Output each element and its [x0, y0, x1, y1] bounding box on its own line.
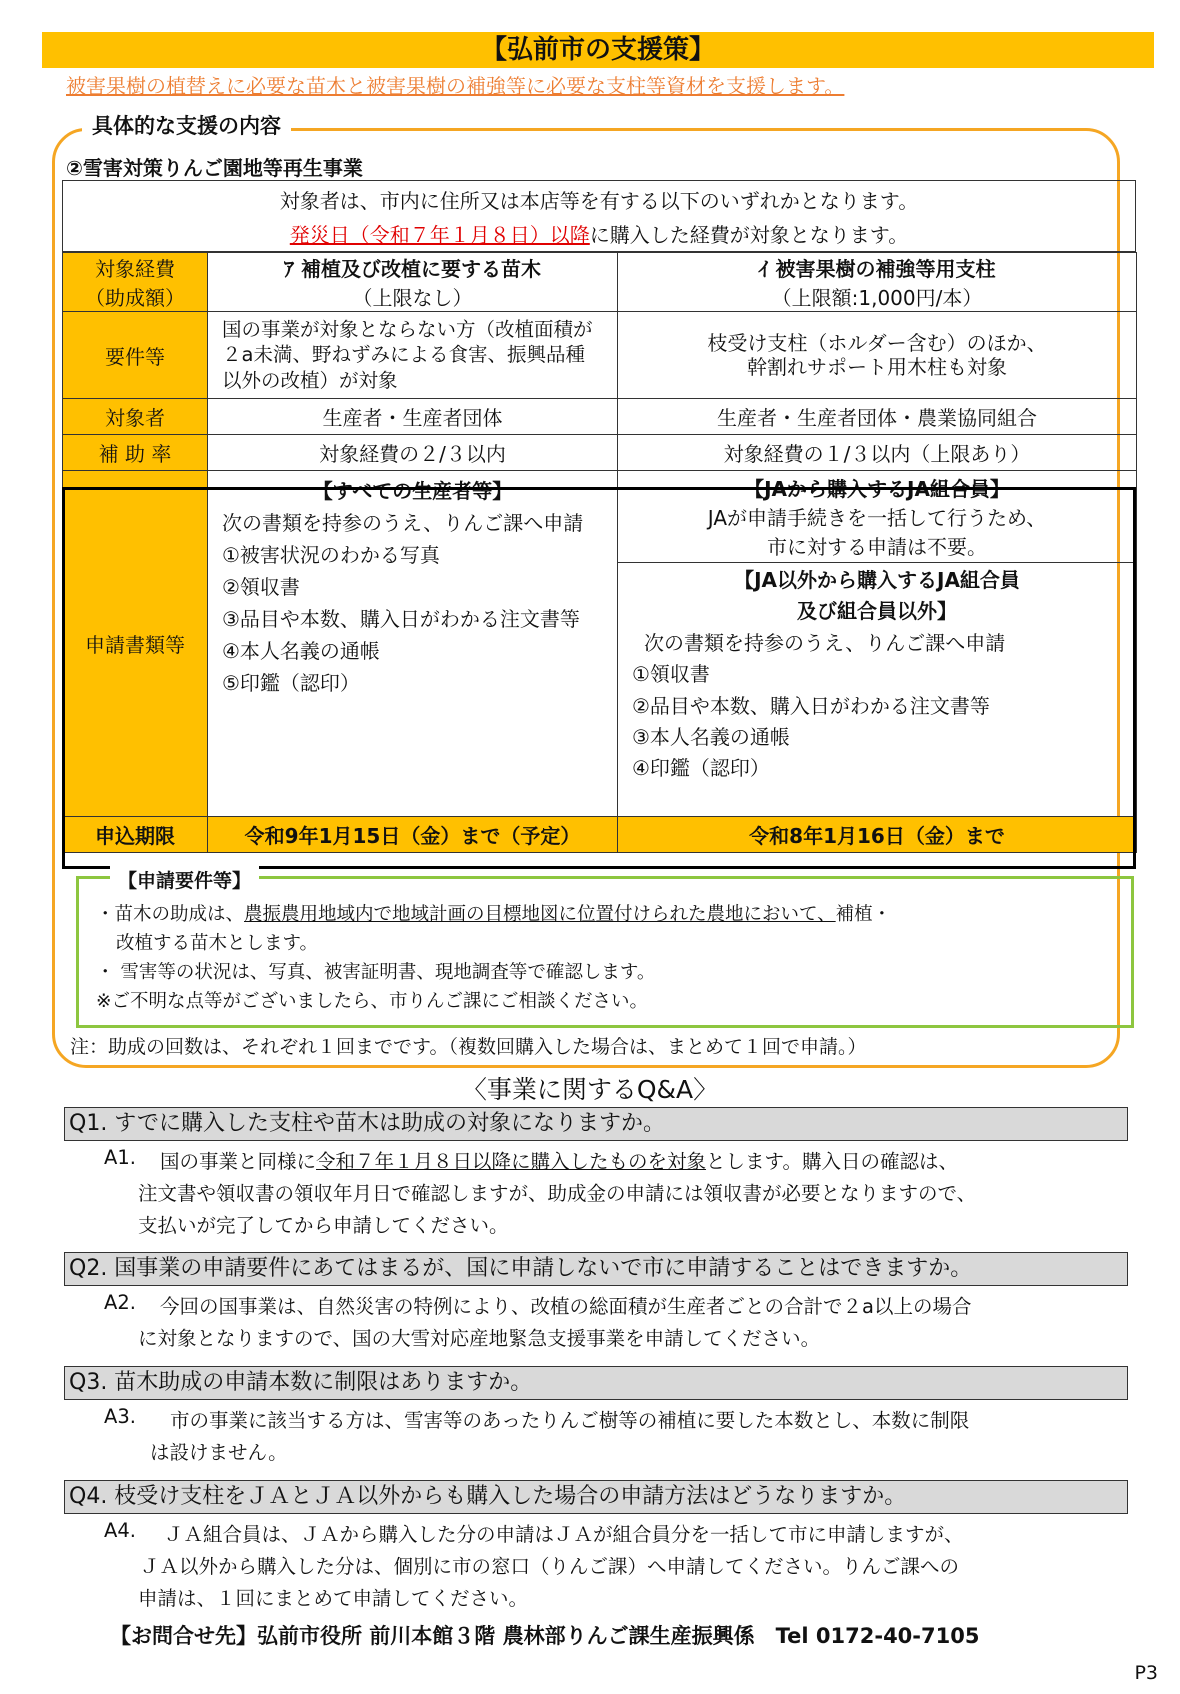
docs-a-item: ⑤印鑑（認印） — [222, 671, 360, 695]
cell-expense-a — [208, 253, 618, 312]
requirements-line-4: ※ご不明な点等がございましたら、市りんご課にご相談ください。 — [96, 991, 649, 1012]
label-requirements: 要件等 — [63, 312, 208, 399]
requirements-line-1-underlined: 農振農用地域内で地域計画の目標地図に位置付けられた農地において、 — [244, 904, 836, 925]
requirements-a-line: ２a未満、野ねずみによる食害、振興品種 — [222, 343, 585, 367]
intro-date-highlight: 発災日（令和７年１月８日）以降 — [289, 223, 590, 247]
requirements-line-1-pre: ・苗木の助成は、 — [96, 904, 245, 925]
docs-b2-item: ①領収書 — [632, 662, 710, 687]
table-row-docs — [63, 471, 1137, 817]
docs-b1-heading: 【JAから購入するJA組合員】 — [744, 477, 1010, 501]
section-label: 具体的な支援の内容 — [82, 110, 291, 140]
intro-box — [62, 180, 1136, 252]
intro-line-2 — [63, 219, 1135, 248]
answer-2-line-2: に対象となりますので、国の大雪対応産地緊急支援事業を申請してください。 — [138, 1327, 821, 1350]
cell-rate-b: 対象経費の１/３以内（上限あり） — [618, 435, 1137, 471]
requirements-box-label: 【申請要件等】 — [110, 866, 259, 893]
expense-a-title: ｱ 補植及び改植に要する苗木 — [284, 257, 541, 281]
cell-rate-a: 対象経費の２/３以内 — [208, 435, 618, 471]
page-subtitle: 被害果樹の植替えに必要な苗木と被害果樹の補強等に必要な支柱等資材を支援します。 — [66, 74, 845, 98]
docs-a-heading: 【すべての生産者等】 — [312, 479, 513, 503]
expense-b-limit: （上限額:1,000円/本） — [771, 286, 983, 310]
cell-deadline-b: 令和8年1月16日（金）まで — [618, 817, 1137, 853]
docs-a-item: ③品目や本数、購入日がわかる注文書等 — [222, 607, 580, 631]
cell-requirements-b — [618, 312, 1137, 399]
answer-1-line-2: 注文書や領収書の領収年月日で確認しますが、助成金の申請には領収書が必要となりますので、 — [138, 1182, 977, 1205]
answer-3-line-1: 市の事業に該当する方は、雪害等のあったりんご樹等の補植に要した本数とし、本数に制限 — [170, 1409, 970, 1432]
docs-b2-item: ③本人名義の通帳 — [632, 724, 790, 749]
page-title: 【弘前市の支援策】 — [42, 32, 1154, 68]
answer-2-label: A2. — [104, 1291, 136, 1314]
cell-deadline-a: 令和9年1月15日（金）まで（予定） — [208, 817, 618, 853]
qa-title: 〈事業に関するQ&A〉 — [461, 1075, 719, 1104]
table-row-target — [63, 399, 1137, 435]
program-name: ②雪害対策りんご園地等再生事業 — [66, 156, 363, 180]
docs-b2-intro: 次の書類を持参のうえ、りんご課へ申請 — [644, 630, 1006, 655]
docs-a-item: ②領収書 — [222, 575, 300, 599]
requirements-b-line: 幹割れサポート用木柱も対象 — [747, 355, 1007, 379]
table-row-requirements — [63, 312, 1137, 399]
answer-1-line-3: 支払いが完了してから申請してください。 — [138, 1214, 509, 1237]
docs-b2-item: ②品目や本数、購入日がわかる注文書等 — [632, 693, 990, 718]
label-target: 対象者 — [63, 399, 208, 435]
docs-a-item: ①被害状況のわかる写真 — [222, 543, 440, 567]
question-1: Q1. すでに購入した支柱や苗木は助成の対象になりますか。 — [64, 1107, 1128, 1141]
label-deadline: 申込期限 — [63, 817, 208, 853]
label-rate: 補 助 率 — [63, 435, 208, 471]
docs-b1-line: 市に対する申請は不要。 — [767, 535, 987, 559]
requirements-line-3: ・ 雪害等の状況は、写真、被害証明書、現地調査等で確認します。 — [96, 962, 656, 983]
answer-4-line-1: ＪＡ組合員は、ＪＡから購入した分の申請はＪＡが組合員分を一括して市に申請しますが、 — [164, 1523, 964, 1546]
cell-docs-b — [618, 471, 1137, 817]
answer-1-label: A1. — [104, 1146, 136, 1169]
docs-b2-heading: 【JA以外から購入するJA組合員 — [734, 568, 1020, 592]
docs-a-intro: 次の書類を持参のうえ、りんご課へ申請 — [222, 511, 584, 535]
intro-line-2-rest: に購入した経費が対象となります。 — [589, 223, 909, 247]
answer-1-pre: 国の事業と同様に — [160, 1150, 317, 1173]
question-2: Q2. 国事業の申請要件にあてはまるが、国に申請しないで市に申請することはできますか。 — [64, 1252, 1128, 1286]
table-row-deadline — [63, 817, 1137, 853]
answer-3-label: A3. — [104, 1405, 136, 1428]
requirements-line-2: 改植する苗木とします。 — [116, 933, 319, 954]
answer-1-post: とします。購入日の確認は、 — [706, 1150, 958, 1173]
expense-a-limit: （上限なし） — [352, 286, 473, 310]
docs-b1-line: JAが申請手続きを一括して行うため、 — [707, 506, 1047, 530]
answer-4-line-2: ＪＡ以外から購入した分は、個別に市の窓口（りんご課）へ申請してください。りんご課への — [140, 1555, 960, 1578]
requirements-a-line: 以外の改植）が対象 — [222, 368, 398, 392]
cell-target-b: 生産者・生産者団体・農業協同組合 — [618, 399, 1137, 435]
label-expense-2: （助成額） — [85, 286, 185, 310]
table-row-expense — [63, 253, 1137, 312]
requirements-line-1 — [96, 900, 891, 926]
answer-3-line-2: は設けません。 — [150, 1441, 288, 1464]
cell-requirements-a — [208, 312, 618, 399]
answer-4-line-3: 申請は、１回にまとめて申請してください。 — [138, 1587, 529, 1610]
docs-b-ja-section — [618, 471, 1136, 563]
requirements-b-line: 枝受け支柱（ホルダー含む）のほか、 — [707, 331, 1047, 355]
intro-line-1: 対象者は、市内に住所又は本店等を有する以下のいずれかとなります。 — [279, 189, 919, 213]
answer-4-label: A4. — [104, 1519, 136, 1542]
label-expense — [63, 253, 208, 312]
cell-docs-a — [208, 471, 618, 817]
cell-target-a: 生産者・生産者団体 — [208, 399, 618, 435]
cell-expense-b — [618, 253, 1137, 312]
docs-b2-heading: 及び組合員以外】 — [797, 599, 957, 624]
frequency-note: 注：助成の回数は、それぞれ１回までです。（複数回購入した場合は、まとめて１回で申請。） — [70, 1036, 867, 1058]
question-4: Q4. 枝受け支柱をＪＡとＪＡ以外からも購入した場合の申請方法はどうなりますか。 — [64, 1480, 1128, 1514]
label-expense-1: 対象経費 — [95, 257, 175, 281]
question-3: Q3. 苗木助成の申請本数に制限はありますか。 — [64, 1366, 1128, 1400]
requirements-line-1-post: 補植・ — [835, 904, 892, 925]
label-docs: 申請書類等 — [63, 471, 208, 817]
requirements-a-line: 国の事業が対象とならない方（改植面積が — [222, 317, 593, 341]
docs-a-item: ④本人名義の通帳 — [222, 639, 380, 663]
docs-b2-item: ④印鑑（認印） — [632, 756, 770, 781]
expense-b-title: ｲ 被害果樹の補強等用支柱 — [758, 257, 996, 281]
answer-2-line-1: 今回の国事業は、自然災害の特例により、改植の総面積が生産者ごとの合計で２a以上の場合 — [160, 1295, 972, 1318]
support-table — [62, 252, 1137, 853]
answer-1-underlined: 令和７年１月８日以降に購入したものを対象 — [316, 1150, 707, 1173]
table-row-rate — [63, 435, 1137, 471]
answer-1-line-1 — [160, 1146, 958, 1174]
contact-info: 【お問合せ先】弘前市役所 前川本館３階 農林部りんご課生産振興係 Tel 0172-40-7105 — [110, 1624, 980, 1648]
page-number: P3 — [1134, 1662, 1158, 1684]
docs-b-non-ja-section — [618, 563, 1136, 785]
